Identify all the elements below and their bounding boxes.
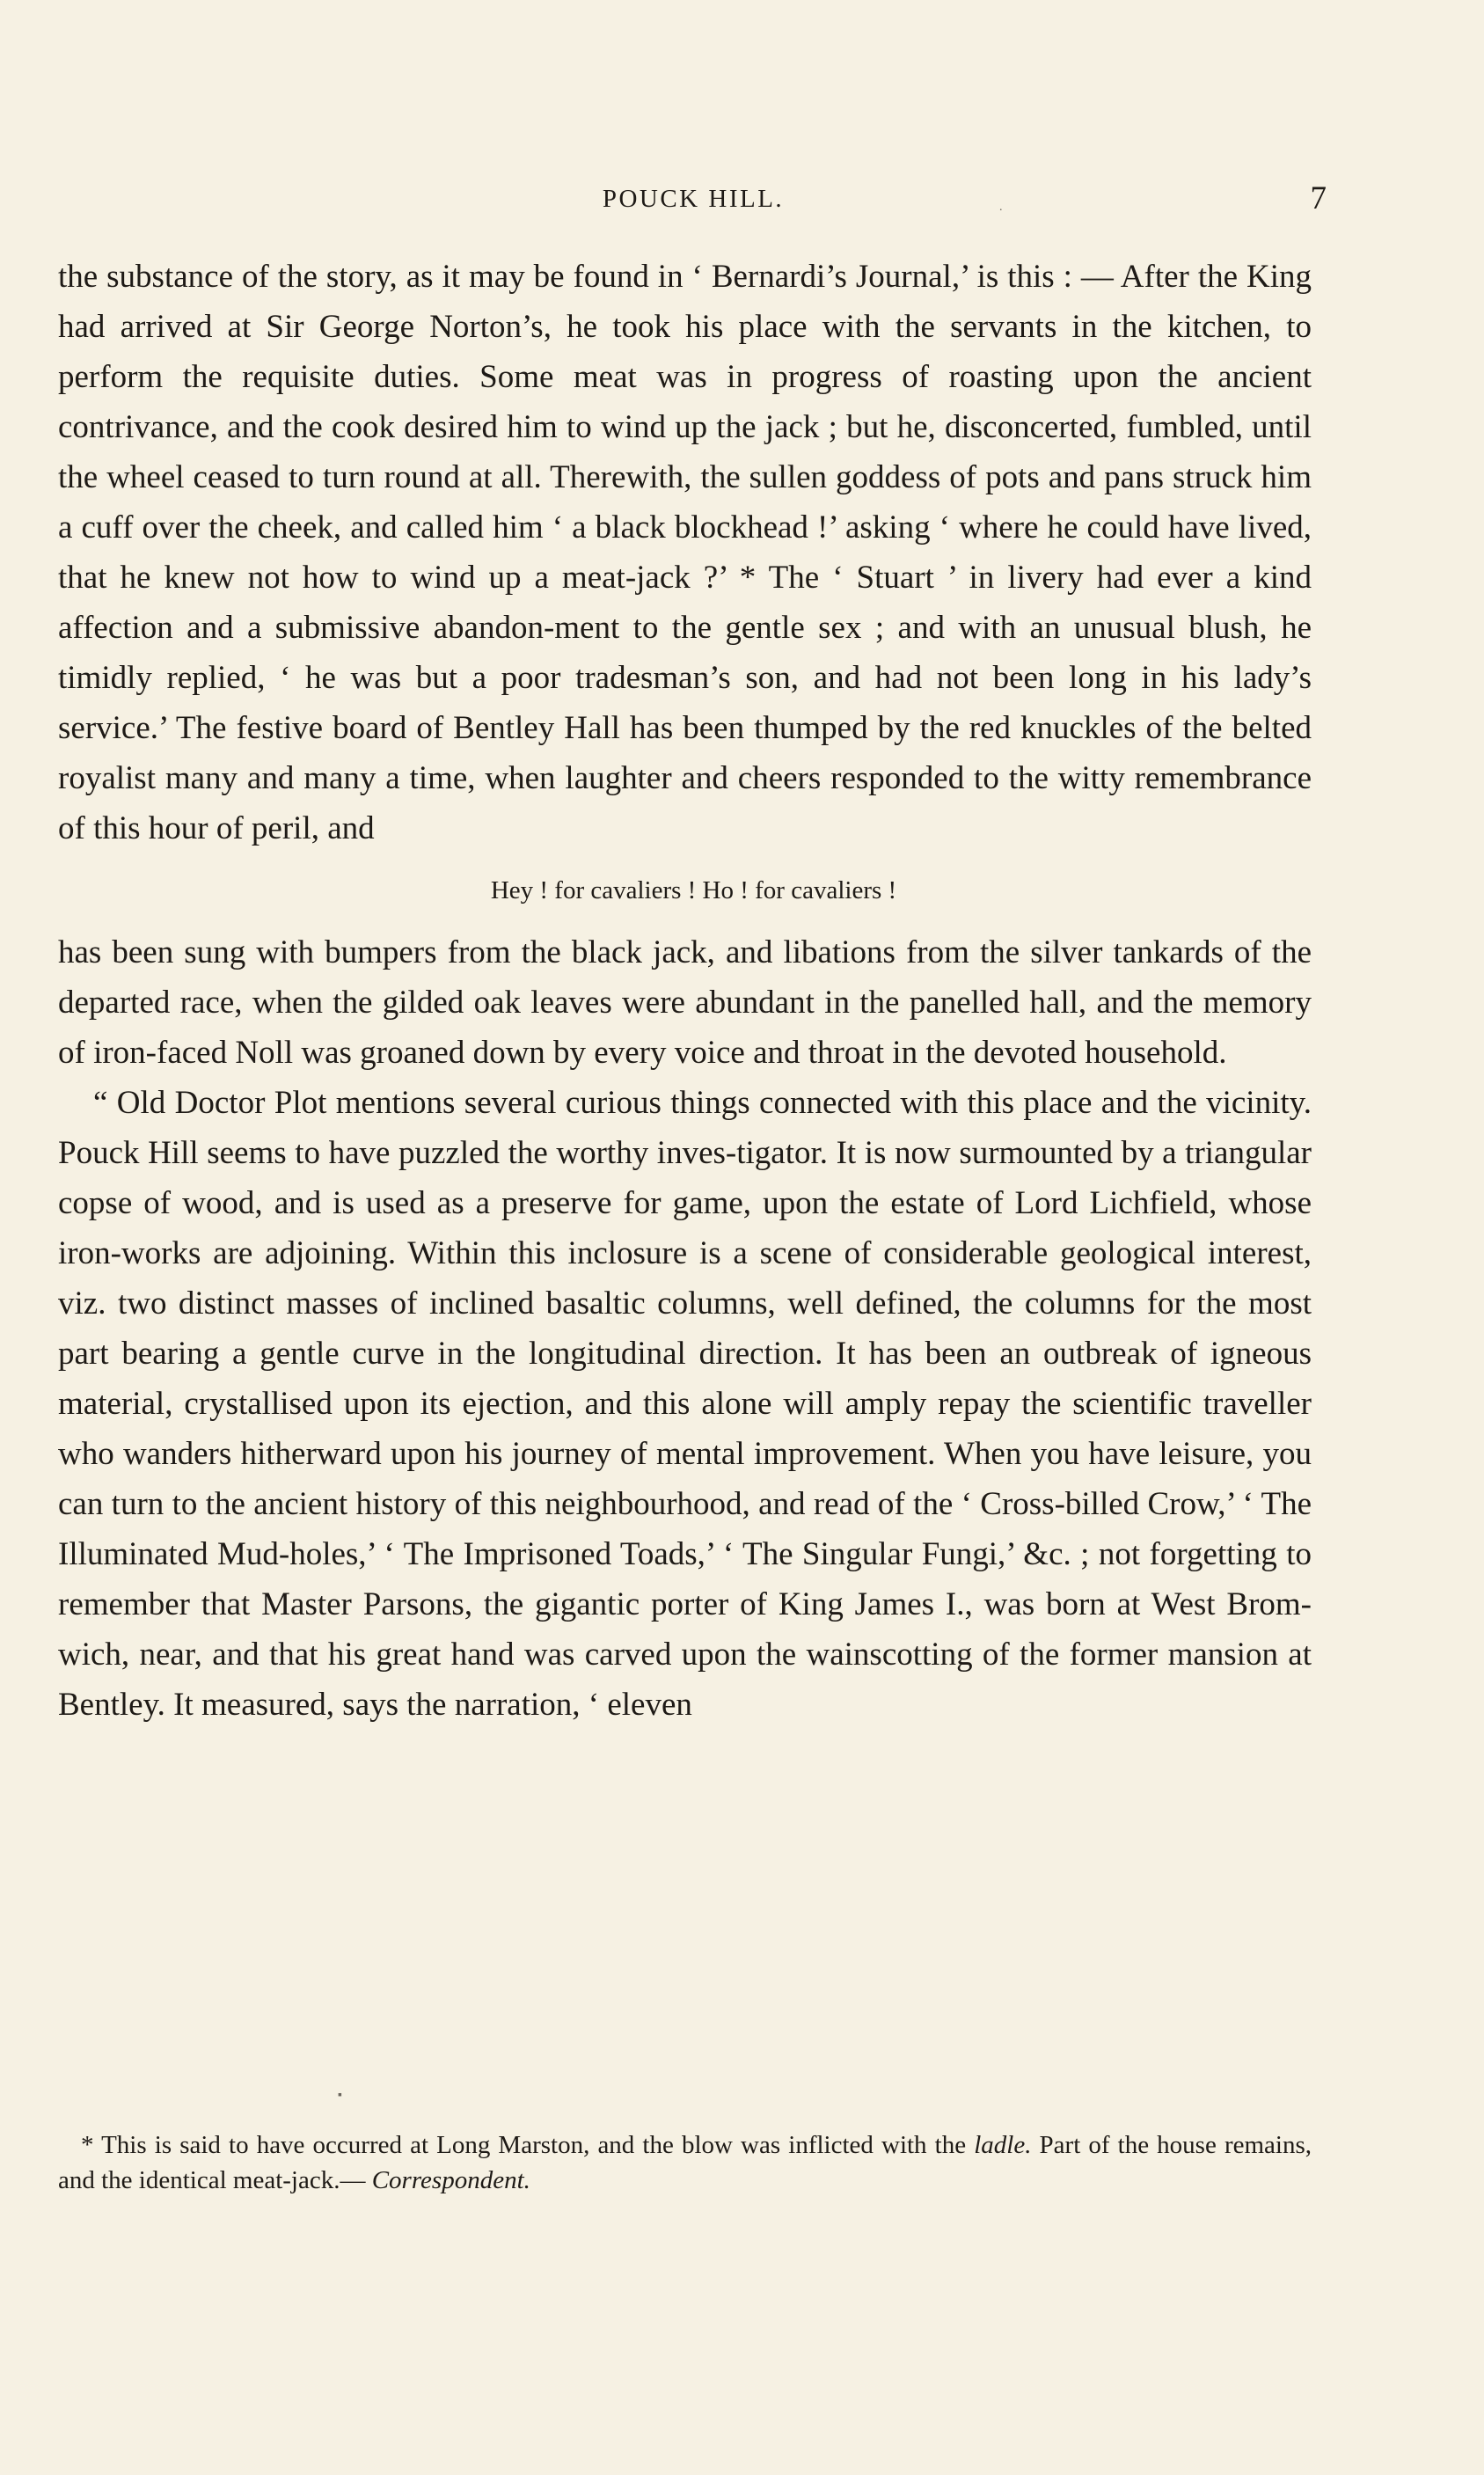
footnote-text-start: This is said to have occurred at Long Marston, and the blow was inflicted with the [101, 2131, 975, 2159]
footnote-text [58, 2127, 1312, 2198]
verse-line: Hey ! for cavaliers ! Ho ! for cavaliers ! [490, 876, 897, 904]
print-speck: ▪ [338, 2089, 342, 2102]
page-header [60, 179, 1327, 223]
footnote-text-middle: Part of the house remains, and the identical meat-jack.— [58, 2131, 1312, 2194]
paragraph-2: has been sung with bumpers from the black jack, and libations from the silver tankards of the departed race, when the gilded oak leaves were abundant in the panelled hall, and the memory of iron-faced Noll was groaned down by every voice and throat in the devoted household. [58, 934, 1312, 1071]
footnote [58, 2127, 1312, 2198]
footnote-italic-source: Correspondent. [371, 2166, 530, 2194]
main-text [58, 252, 1312, 1730]
paragraph-1: the substance of the story, as it may be found in ‘ Bernardi’s Journal,’ is this : — After the King had arrived at Sir George Norton’s, he took his place with the servants in the kitchen, to perform the requisite duties. Some meat was in progress of roasting upon the ancient contrivance, and the cook desired him to wind up the jack ; but he, disconcerted, fumbled, until the wheel ceased to turn round at all. Therewith, the sullen goddess of pots and pans struck him a cuff over the cheek, and called him ‘ a black blockhead !’ asking ‘ where he could have lived, that he knew not how to wind up a meat-jack ?’ * The ‘ Stuart ’ in livery had ever a kind affection and a submissive abandon-ment to the gentle sex ; and with an unusual blush, he timidly replied, ‘ he was but a poor tradesman’s son, and had not been long in his lady’s service.’ The festive board of Bentley Hall has been thumped by the red knuckles of the belted royalist many and many a time, when laughter and cheers responded to the witty remembrance of this hour of peril, and [58, 259, 1312, 846]
print-speck: . [999, 201, 1003, 214]
footnote-italic-ladle: ladle. [974, 2131, 1032, 2159]
footnote-marker: * [81, 2131, 102, 2159]
page-number: 7 [1310, 180, 1327, 216]
paragraph-3: “ Old Doctor Plot mentions several curious things connected with this place and the vicinity. Pouck Hill seems to have puzzled the worthy inves-tigator. It is now surmounted by a triangular copse of wood, and is used as a preserve for game, upon the estate of Lord Lichfield, whose iron-works are adjoining. Within this inclosure is a scene of considerable geological interest, viz. two distinct masses of inclined basaltic columns, well defined, the columns for the most part bearing a gentle curve in the longitudinal direction. It has been an outbreak of igneous material, crystallised upon its ejection, and this alone will amply repay the scientific traveller who wanders hitherward upon his journey of mental improvement. When you have leisure, you can turn to the ancient history of this neighbourhood, and read of the ‘ Cross-billed Crow,’ ‘ The Illuminated Mud-holes,’ ‘ The Imprisoned Toads,’ ‘ The Singular Fungi,’ &c. ; not forgetting to remember that Master Parsons, the gigantic porter of King James I., was born at West Brom-wich, near, and that his great hand was carved upon the wainscotting of the former mansion at Bentley. It measured, says the narration, ‘ eleven [58, 1085, 1312, 1723]
running-head: POUCK HILL. [602, 185, 785, 213]
